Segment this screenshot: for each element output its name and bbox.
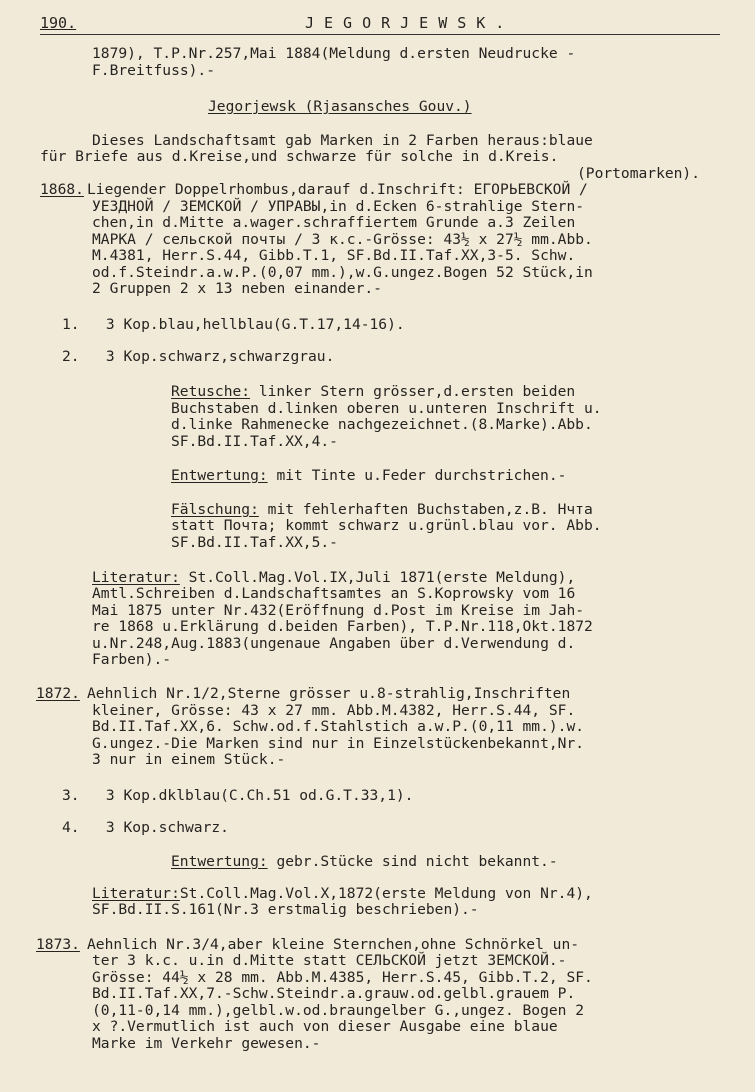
page-header [40,14,720,36]
issue-year: 1868. [40,181,84,198]
text-line: G.ungez.-Die Marken sind nur in Einzelstückenbekannt,Nr. [92,735,585,752]
note-label: Entwertung: [171,853,268,870]
text-line: 2 Gruppen 2 x 13 neben einander.- [92,280,382,297]
text-line: x ?.Vermutlich ist auch von dieser Ausgabe eine blaue [92,1018,558,1035]
text-line: Bd.II.Taf.XX,6. Schw.od.f.Stahlstich a.w.P.(0,11 mm.).w. [92,718,585,735]
section-heading: Jegorjewsk (Rjasansches Gouv.) [208,98,472,115]
text-line: re 1868 u.Erklärung d.beiden Farben), T.P.Nr.118,Okt.1872 [92,618,593,635]
list-item: 1. 3 Kop.blau,hellblau(G.T.17,14-16). [62,316,405,333]
text-line: SF.Bd.II.Taf.XX,4.- [171,433,338,450]
text-line: УЕЗДНОЙ / ЗЕМСКОЙ / УПРАВЫ,in d.Ecken 6-strahlige Stern- [92,198,585,215]
text-line: Liegender Doppelrhombus,darauf d.Inschrift: ЕГОРЬЕВСКОЙ / [87,181,588,198]
text-line: Amtl.Schreiben d.Landschaftsamtes an S.Koprowsky vom 16 [92,585,576,602]
text-line: (Portomarken). [577,165,701,182]
text-line: F.Breitfuss).- [92,62,216,79]
text-line: u.Nr.248,Aug.1883(ungenaue Angaben über d.Verwendung d. [92,635,576,652]
note-label: Fälschung: [171,501,259,518]
header-rule [40,34,720,35]
text-line: Dieses Landschaftsamt gab Marken in 2 Farben heraus:blaue [92,132,593,149]
issue-year: 1873. [36,936,80,953]
page-number: 190. [40,14,77,32]
text-line: Marke im Verkehr gewesen.- [92,1035,321,1052]
text-line: statt Почта; kommt schwarz u.grünl.blau vor. Abb. [171,517,602,534]
text-line: 1879), T.P.Nr.257,Mai 1884(Meldung d.ersten Neudrucke - [92,45,576,62]
text-line: M.4381, Herr.S.44, Gibb.T.1, SF.Bd.II.Taf.XX,3-5. Schw. [92,247,576,264]
text-line: МАРКА / сельской почты / 3 к.с.-Grösse: 43½ x 27½ mm.Abb. [92,231,593,248]
note-label: Literatur: [92,885,180,902]
text-line: Farben).- [92,651,172,668]
text-line: Grösse: 44½ x 28 mm. Abb.M.4385, Herr.S.45, Gibb.T.2, SF. [92,969,593,986]
text-line: d.linke Rahmenecke nachgezeichnet.(8.Marke).Abb. [171,416,593,433]
text-line: Bd.II.Taf.XX,7.-Schw.Steindr.a.grauw.od.gelbl.grauem P. [92,985,576,1002]
text-line: für Briefe aus d.Kreise,und schwarze für solche in d.Kreis. [40,148,559,165]
list-item: 2. 3 Kop.schwarz,schwarzgrau. [62,348,335,365]
text-line: Aehnlich Nr.3/4,aber kleine Sternchen,ohne Schnörkel un- [87,936,580,953]
note-line: Entwertung: mit Tinte u.Feder durchstrichen.- [171,467,567,484]
text-line: 3 nur in einem Stück.- [92,751,286,768]
note-line: Fälschung: mit fehlerhaften Buchstaben,z.B. Нчта [171,501,593,518]
list-item: 3. 3 Kop.dklblau(C.Ch.51 od.G.T.33,1). [62,787,414,804]
text-line: SF.Bd.II.S.161(Nr.3 erstmalig beschrieben).- [92,901,479,918]
issue-year: 1872. [36,685,80,702]
list-item: 4. 3 Kop.schwarz. [62,819,229,836]
text-line: od.f.Steindr.a.w.P.(0,07 mm.),w.G.ungez.Bogen 52 Stück,in [92,264,593,281]
running-title: JEGORJEWSK. [305,14,515,32]
note-line: Retusche: linker Stern grösser,d.ersten beiden [171,383,576,400]
text-line: SF.Bd.II.Taf.XX,5.- [171,534,338,551]
text-line: ter 3 k.c. u.in d.Mitte statt СЕЛЬСКОЙ jetzt ЗЕМСКОЙ.- [92,952,567,969]
text-line: (0,11-0,14 mm.),gelbl.w.od.braungelber G.,ungez. Bogen 2 [92,1002,585,1019]
note-line: Literatur: St.Coll.Mag.Vol.IX,Juli 1871(erste Meldung), [92,569,576,586]
note-label: Retusche: [171,383,251,400]
note-line: Literatur:St.Coll.Mag.Vol.X,1872(erste Meldung von Nr.4), [92,885,593,902]
note-label: Literatur: [92,569,180,586]
text-line: Aehnlich Nr.1/2,Sterne grösser u.8-strahlig,Inschriften [87,685,571,702]
text-line: kleiner, Grösse: 43 x 27 mm. Abb.M.4382, Herr.S.44, SF. [92,702,576,719]
note-label: Entwertung: [171,467,268,484]
text-line: Buchstaben d.linken oberen u.unteren Inschrift u. [171,400,602,417]
text-line: Mai 1875 unter Nr.432(Eröffnung d.Post im Kreise im Jah- [92,602,585,619]
note-line: Entwertung: gebr.Stücke sind nicht bekannt.- [171,853,558,870]
text-line: chen,in d.Mitte a.wager.schraffiertem Grunde a.3 Zeilen [92,214,576,231]
